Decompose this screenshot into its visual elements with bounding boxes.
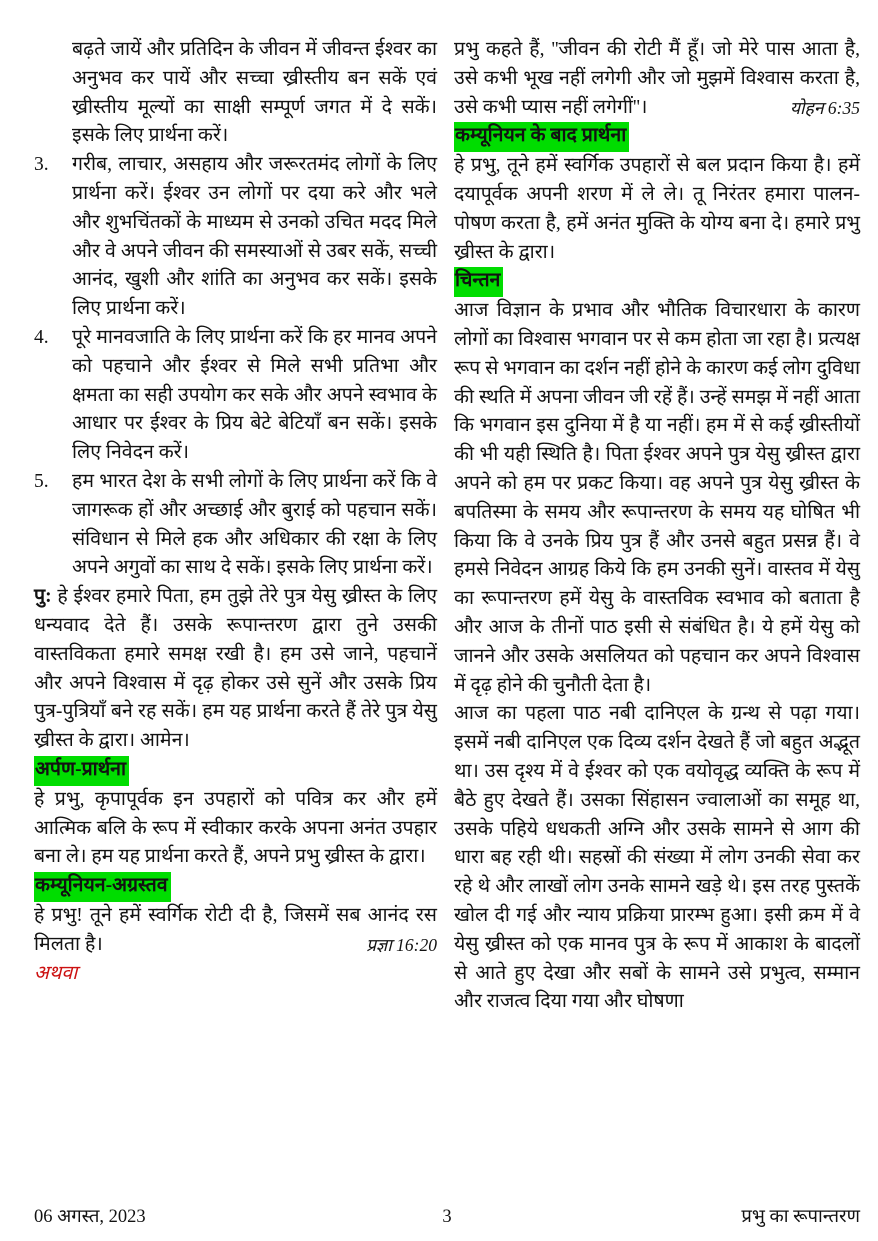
list-item-text: गरीब, लाचार, असहाय और जरूरतमंद लोगों के लिए प्रार्थना करें। ईश्वर उन लोगों पर दया करे और भले और शुभचिंतकों के माध्यम से उनको उचित मदद मिले और वे अपने जीवन की समस्याओं से उबर सकें, सच्ची आनंद, खुशी और शांति का अनुभव कर सकें। इसके लिए प्रार्थना करें। [72,154,437,320]
scripture-citation: योहन 6:35 [789,97,860,118]
bread-of-life-quote-paragraph [454,36,860,122]
alternative-label: अथवा [34,962,78,984]
communion-antiphon-text: हे प्रभु! तूने हमें स्वर्गिक रोटी दी है, जिसमें सब आनंद रस मिलता है। [34,904,437,955]
list-item-4 [34,324,437,468]
reflection-paragraph-1: आज विज्ञान के प्रभाव और भौतिक विचारधारा के कारण लोगों का विश्वास भगवान पर से कम होता जा रहा है। प्रत्यक्ष रूप से भगवान का दर्शन नहीं होने के कारण कई लोग दुविधा की स्थति में अपना जीवन जी रहें हैं। उन्हें समझ में नहीं आता कि भगवान इस दुनिया में है या नहीं। हम में से कई ख्रीस्तीयों की भी यही स्थिति है। पिता ईश्वर अपने पुत्र येसु ख्रीस्त द्वारा अपने को हम पर प्रकट किया। वह अपने पुत्र येसु ख्रीस्त के बपतिस्मा के समय और रूपान्तरण के समय यह घोषित भी किया कि वे उनके प्रिय पुत्र हैं और उनसे बहुत प्रसन्न हैं। वे हमसे निवेदन आग्रह किये कि हम उनकी सुनें। वास्तव में येसु का रूपान्तरण हमें येसु के वास्तविक स्वभाव को बताता है और आज के तीनों पाठ इसी से संबंधित है। ये हमें येसु को जानने और उसके असलियत को पहचान कर अपने विश्वास में दृढ़ होने की चुनौती देता है। [454,300,860,696]
list-number-empty [34,36,72,151]
priest-prayer-text: हे ईश्वर हमारे पिता, हम तुझे तेरे पुत्र येसु ख्रीस्त के लिए धन्यवाद देते हैं। उसके रूपान्तरण द्वारा तुने उसकी वास्तविकता हमारे समक्ष रखी है। हम उसे जाने, पहचानें और अपने विश्वास में दृढ़ होकर उसे सुनें और उसके प्रिय पुत्र-पुत्रियाँ बने रह सकें। हम यह प्रार्थना करते हैं तेरे पुत्र येसु ख्रीस्त के द्वारा। आमेन। [34,586,437,752]
page-footer [34,1203,860,1228]
paragraph-continuation: बढ़ते जायें और प्रतिदिन के जीवन में जीवन्त ईश्वर का अनुभव कर पायें और सच्चा ख्रीस्तीय बन सकें एवं ख्रीस्तीय मूल्यों का साक्षी सम्पूर्ण जगत में दे सकें। इसके लिए प्रार्थना करें। [72,39,437,147]
list-item-5 [34,468,437,583]
list-number: 4. [34,326,49,348]
list-item-text: हम भारत देश के सभी लोगों के लिए प्रार्थना करें कि वे जागरूक हों और अच्छाई और बुराई को पहचान सकें। संविधान से मिले हक और अधिकार की रक्षा के लिए अपने अगुवों का साथ दे सकें। इसके लिए प्रार्थना करें। [72,470,437,579]
heading-communion-antiphon: कम्यूनियन-अग्रस्तव [34,872,171,902]
heading-row [454,267,860,297]
heading-offering-prayer: अर्पण-प्रार्थना [34,756,129,786]
left-column [34,36,437,1017]
right-column [454,36,860,1017]
reflection-paragraph-2: आज का पहला पाठ नबी दानिएल के ग्रन्थ से पढ़ा गया। इसमें नबी दानिएल एक दिव्य दर्शन देखते हैं जो बहुत अद्भूत था। उस दृश्य में वे ईश्वर को एक वयोवृद्ध व्यक्ति के रूप में बैठे हुए देखते हैं। उसका सिंहासन ज्वालाओं का समूह था, उसके पहिये धधकती अग्नि और उसके सामने से आग की धारा बह रही थी। सहस्रों की संख्या में लोग उनकी सेवा कर रहे थे और लाखों लोग उनके सामने खड़े थे। इस तरह पुस्तकें खोल दी गई और न्याय प्रक्रिया प्रारम्भ हुआ। इसी क्रम में वे येसु ख्रीस्त को एक मानव पुत्र के रूप में आकाश के बादलों से आते हुए देखा और सबों के सामने उसे प्रभुत्व, सम्मान और राजत्व दिया गया और घोषणा [454,703,860,1013]
communion-antiphon-paragraph [34,902,437,960]
heading-row [34,872,437,902]
heading-reflection: चिन्तन [454,267,503,297]
list-item-continuation [34,36,437,151]
bread-of-life-quote-text: प्रभु कहते हैं, ''जीवन की रोटी मैं हूँ। जो मेरे पास आता है, उसे कभी भूख नहीं लगेगी और जो मुझमें विश्वास करता है, उसे कभी प्यास नहीं लगेगीं''। [454,39,860,118]
heading-after-communion-prayer: कम्यूनियन के बाद प्रार्थना [454,122,629,152]
priest-label: पु: [34,586,52,608]
footer-document-title: प्रभु का रूपान्तरण [741,1207,860,1227]
after-communion-prayer-text: हे प्रभु, तूने हमें स्वर्गिक उपहारों से बल प्रदान किया है। हमें दयापूर्वक अपनी शरण में ले ले। तू निरंतर हमारा पालन-पोषण करता है, हमें अनंत मुक्ति के योग्य बना दे। हमारे प्रभु ख्रीस्त के द्वारा। [454,155,860,263]
list-number: 5. [34,470,49,492]
footer-date: 06 अगस्त, 2023 [34,1207,146,1227]
heading-row [34,756,437,786]
scripture-citation: प्रज्ञा 16:20 [366,934,437,955]
offering-prayer-text: हे प्रभु, कृपापूर्वक इन उपहारों को पवित्र कर और हमें आत्मिक बलि के रूप में स्वीकार करके अपना अनंत उपहार बना ले। हम यह प्रार्थना करते हैं, अपने प्रभु ख्रीस्त के द्वारा। [34,788,437,868]
list-item-text: पूरे मानवजाति के लिए प्रार्थना करें कि हर मानव अपने को पहचाने और ईश्वर से मिले सभी प्रतिभा और क्षमता का सही उपयोग कर सके और अपने स्वभाव के आधार पर ईश्वर के प्रिय बेटे बेटियाँ बन सकें। इसके लिए निवेदन करें। [72,326,437,464]
list-number: 3. [34,154,49,176]
two-column-layout [34,36,860,1017]
heading-row [454,122,860,152]
footer-page-number: 3 [442,1207,452,1227]
priest-prayer-paragraph [34,583,437,756]
list-item-3 [34,151,437,324]
